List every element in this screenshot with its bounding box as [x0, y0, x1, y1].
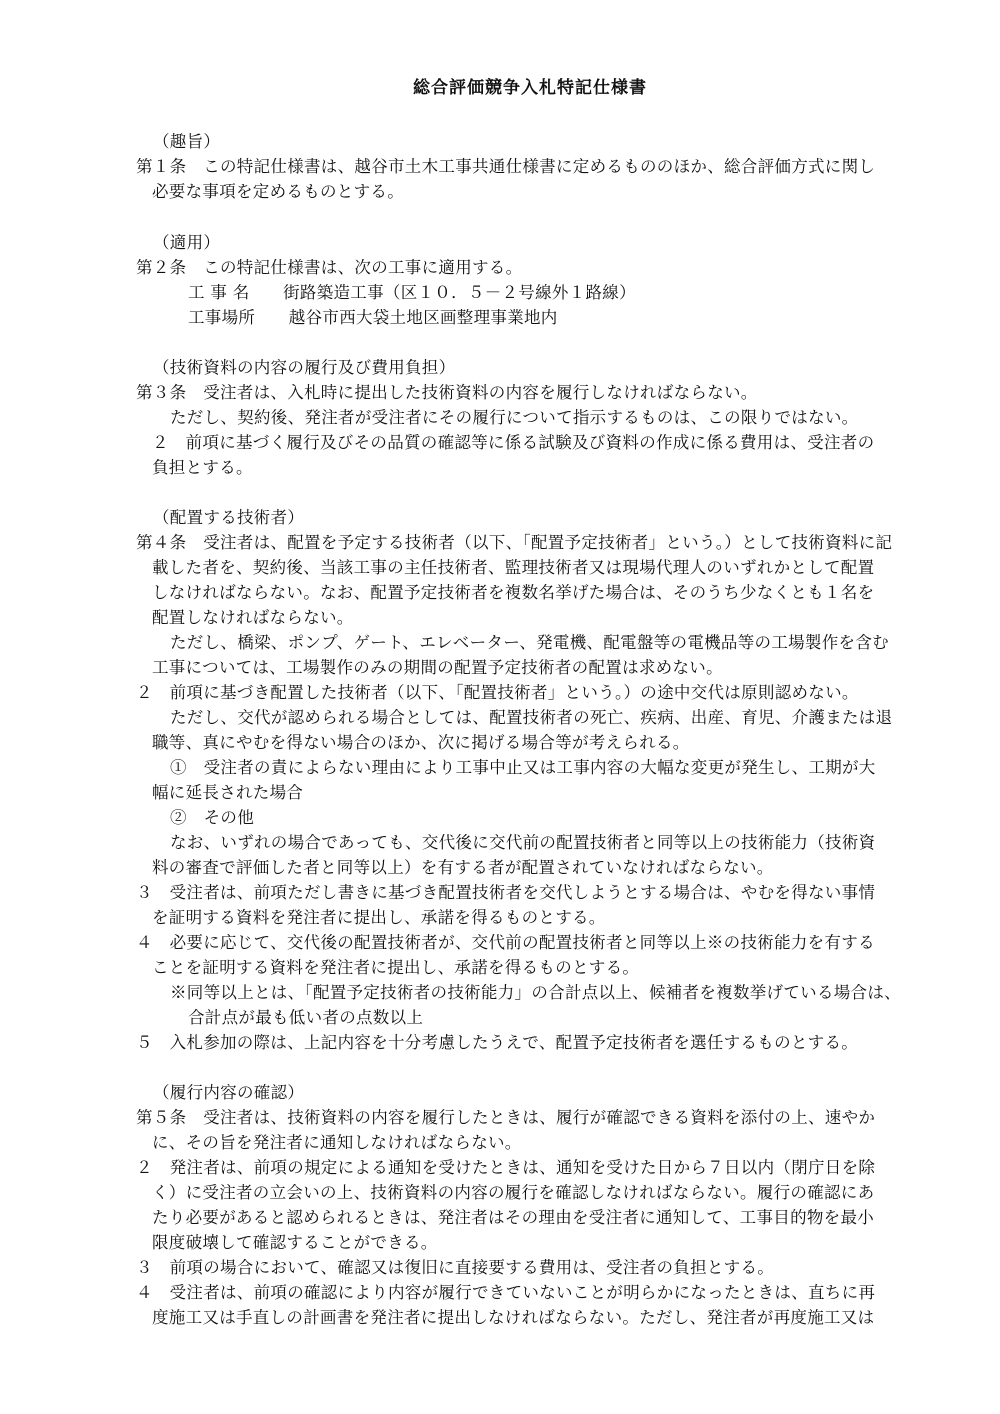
article-2-line: 第２条 この特記仕様書は、次の工事に適用する。 [136, 258, 523, 277]
section-heading-performance: （技術資料の内容の履行及び費用負担） [153, 358, 456, 377]
article-3-line: ただし、契約後、発注者が受注者にその履行について指示するものは、この限りではない。 [170, 408, 859, 427]
article-1-line: 第１条 この特記仕様書は、越谷市土木工事共通仕様書に定めるもののほか、総合評価方式に関し [136, 157, 876, 176]
article-5-line: 第５条 受注者は、技術資料の内容を履行したときは、履行が確認できる資料を添付の上、速やか [136, 1108, 876, 1127]
article-4-line: 載した者を、契約後、当該工事の主任技術者、監理技術者又は現場代理人のいずれかとして配置 [152, 558, 875, 577]
section-heading-confirmation: （履行内容の確認） [153, 1083, 305, 1102]
article-3-line: ２ 前項に基づく履行及びその品質の確認等に係る試験及び資料の作成に係る費用は、受注者の [152, 433, 875, 452]
article-4-line: 職等、真にやむを得ない場合のほか、次に掲げる場合等が考えられる。 [152, 733, 690, 752]
section-heading-engineers: （配置する技術者） [153, 508, 305, 527]
article-1-line: 必要な事項を定めるものとする。 [152, 182, 404, 201]
project-location-line: 工事場所 越谷市西大袋土地区画整理事業地内 [188, 308, 558, 327]
document-title: 総合評価競争入札特記仕様書 [413, 78, 647, 98]
article-5-line: たり必要があると認められるときは、発注者はその理由を受注者に通知して、工事目的物を最小 [152, 1208, 875, 1227]
article-5-line: 度施工又は手直しの計画書を発注者に提出しなければならない。ただし、発注者が再度施工又は [152, 1308, 875, 1327]
article-3-line: 第３条 受注者は、入札時に提出した技術資料の内容を履行しなければならない。 [136, 383, 758, 402]
article-4-line: 配置しなければならない。 [152, 608, 354, 627]
section-heading-application: （適用） [153, 233, 221, 252]
article-4-line: ２ 前項に基づき配置した技術者（以下、「配置技術者」という。）の途中交代は原則認めない。 [136, 683, 859, 702]
article-4-line: を証明する資料を発注者に提出し、承諾を得るものとする。 [152, 908, 606, 927]
article-5-line: ４ 受注者は、前項の確認により内容が履行できていないことが明らかになったときは、直ちに再 [136, 1283, 876, 1302]
article-4-line: 料の審査で評価した者と同等以上）を有する者が配置されていなければならない。 [152, 858, 774, 877]
article-4-line: ３ 受注者は、前項ただし書きに基づき配置技術者を交代しようとする場合は、やむを得ない事情 [136, 883, 876, 902]
article-5-line: ２ 発注者は、前項の規定による通知を受けたときは、通知を受けた日から７日以内（閉庁日を除 [136, 1158, 876, 1177]
article-4-line: ４ 必要に応じて、交代後の配置技術者が、交代前の配置技術者と同等以上※の技術能力を有する [136, 933, 875, 952]
article-4-line: ただし、交代が認められる場合としては、配置技術者の死亡、疾病、出産、育児、介護または退 [170, 708, 893, 727]
article-5-line: く）に受注者の立会いの上、技術資料の内容の履行を確認しなければならない。履行の確認にあ [152, 1183, 875, 1202]
article-4-line: ただし、橋梁、ポンプ、ゲート、エレベーター、発電機、配電盤等の電機品等の工場製作を含む [170, 633, 889, 652]
article-5-line: 限度破壊して確認することができる。 [152, 1233, 438, 1252]
article-3-line: 負担とする。 [152, 458, 253, 477]
article-5-line: ３ 前項の場合において、確認又は復旧に直接要する費用は、受注者の負担とする。 [136, 1258, 775, 1277]
section-heading-purpose: （趣旨） [153, 132, 221, 151]
article-4-line: 第４条 受注者は、配置を予定する技術者（以下、「配置予定技術者」という。）として技術資料に記 [136, 533, 893, 552]
article-5-line: に、その旨を発注者に通知しなければならない。 [152, 1133, 522, 1152]
article-4-line: 幅に延長された場合 [152, 783, 304, 802]
article-4-line: しなければならない。なお、配置予定技術者を複数名挙げた場合は、そのうち少なくとも１名を [152, 583, 875, 602]
article-4-note: ※同等以上とは、「配置予定技術者の技術能力」の合計点以上、候補者を複数挙げている場合は、 [170, 983, 901, 1002]
project-name-line: 工 事 名 街路築造工事（区１０．５－２号線外１路線） [188, 283, 636, 302]
article-4-note: 合計点が最も低い者の点数以上 [188, 1008, 424, 1027]
article-4-line: ５ 入札参加の際は、上記内容を十分考慮したうえで、配置予定技術者を選任するものとする。 [136, 1033, 859, 1052]
article-4-line: なお、いずれの場合であっても、交代後に交代前の配置技術者と同等以上の技術能力（技術資 [170, 833, 876, 852]
article-4-line: ② その他 [170, 808, 254, 827]
article-4-line: ① 受注者の責によらない理由により工事中止又は工事内容の大幅な変更が発生し、工期が大 [170, 758, 876, 777]
article-4-line: ことを証明する資料を発注者に提出し、承諾を得るものとする。 [152, 958, 640, 977]
article-4-line: 工事については、工場製作のみの期間の配置予定技術者の配置は求めない。 [152, 658, 723, 677]
